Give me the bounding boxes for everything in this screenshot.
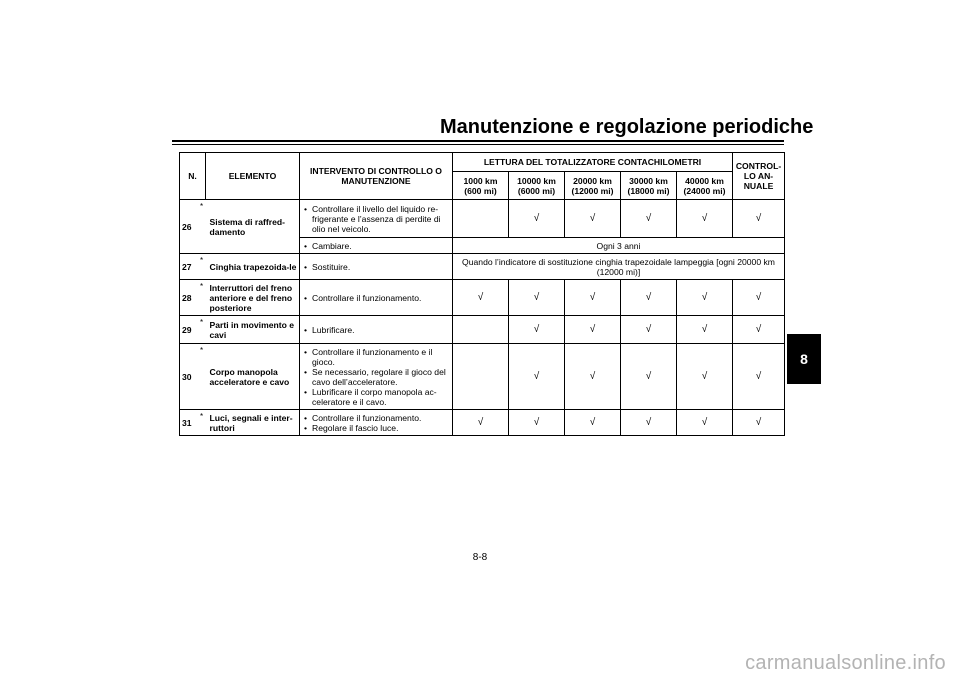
row-actions: • Lubrificare.	[300, 316, 453, 344]
header-intervention: INTERVENTO DI CONTROLLO O MANUTENZIONE	[300, 153, 453, 200]
check-cell: √	[453, 280, 509, 316]
row-element: Corpo manopola acceleratore e cavo	[206, 344, 300, 410]
check-cell: √	[509, 316, 565, 344]
watermark: carmanualsonline.info	[745, 652, 946, 674]
check-cell	[453, 200, 509, 238]
row-element: Sistema di raffred-damento	[206, 200, 300, 254]
row-actions: • Sostituire.	[300, 254, 453, 280]
title-rule	[172, 140, 784, 142]
row-star: *	[198, 316, 206, 344]
page-title: Manutenzione e regolazione periodiche	[440, 116, 814, 138]
row-number: 31	[180, 410, 198, 436]
check-cell: √	[677, 280, 733, 316]
check-cell: √	[509, 410, 565, 436]
check-cell: √	[565, 280, 621, 316]
row-number: 27	[180, 254, 198, 280]
header-interval-3: 20000 km (12000 mi)	[565, 172, 621, 200]
check-cell	[453, 344, 509, 410]
page-number: 8-8	[472, 552, 488, 563]
title-rule-thin	[172, 144, 784, 145]
check-cell: √	[509, 280, 565, 316]
check-cell: √	[733, 316, 785, 344]
row-actions: • Controllare il funzionamento.	[300, 280, 453, 316]
check-cell: √	[509, 344, 565, 410]
row-element: Parti in movimento e cavi	[206, 316, 300, 344]
row-number: 30	[180, 344, 198, 410]
header-element: ELEMENTO	[206, 153, 300, 200]
chapter-tab[interactable]: 8	[787, 334, 821, 384]
header-interval-1: 1000 km (600 mi)	[453, 172, 509, 200]
header-n: N.	[180, 153, 206, 200]
row-actions: • Cambiare.	[300, 238, 453, 254]
check-cell: √	[733, 200, 785, 238]
check-cell: √	[621, 200, 677, 238]
row-star: *	[198, 280, 206, 316]
row-star: *	[198, 254, 206, 280]
table-row-29	[180, 316, 785, 344]
header-odometer: LETTURA DEL TOTALIZZATORE CONTACHILOMETRI	[453, 153, 733, 172]
row-number: 28	[180, 280, 198, 316]
row-actions: • Controllare il funzionamento e il gioco. • Se necessario, regolare il gioco del cavo dell’acceleratore. • Lubrificare il corpo manopola ac-celeratore e il cavo.	[300, 344, 453, 410]
table-row-30	[180, 344, 785, 410]
span-note: Quando l’indicatore di sostituzione cinghia trapezoidale lampeggia [ogni 20000 km (12000 mi)]	[453, 254, 785, 280]
check-cell: √	[733, 410, 785, 436]
check-cell: √	[677, 316, 733, 344]
check-cell: √	[565, 410, 621, 436]
header-annual: CONTROL-LO AN-NUALE	[733, 153, 785, 200]
check-cell: √	[621, 410, 677, 436]
row-number: 29	[180, 316, 198, 344]
row-actions: • Controllare il livello del liquido re-frigerante e l’assenza di perdite di olio nel veicolo.	[300, 200, 453, 238]
table-row-28	[180, 280, 785, 316]
maintenance-table	[179, 152, 785, 436]
check-cell: √	[453, 410, 509, 436]
span-note: Ogni 3 anni	[453, 238, 785, 254]
table-row-27	[180, 254, 785, 280]
check-cell: √	[565, 344, 621, 410]
check-cell: √	[621, 280, 677, 316]
header-interval-4: 30000 km (18000 mi)	[621, 172, 677, 200]
row-actions: • Controllare il funzionamento. • Regolare il fascio luce.	[300, 410, 453, 436]
check-cell	[453, 316, 509, 344]
row-star: *	[198, 410, 206, 436]
table-row-31	[180, 410, 785, 436]
row-star: *	[198, 200, 206, 254]
row-element: Interruttori del freno anteriore e del freno posteriore	[206, 280, 300, 316]
check-cell: √	[509, 200, 565, 238]
table-row-26	[180, 200, 785, 238]
row-number: 26	[180, 200, 198, 254]
row-star: *	[198, 344, 206, 410]
check-cell: √	[621, 344, 677, 410]
check-cell: √	[677, 344, 733, 410]
row-element: Luci, segnali e inter-ruttori	[206, 410, 300, 436]
check-cell: √	[565, 200, 621, 238]
check-cell: √	[621, 316, 677, 344]
check-cell: √	[677, 410, 733, 436]
header-interval-5: 40000 km (24000 mi)	[677, 172, 733, 200]
check-cell: √	[565, 316, 621, 344]
check-cell: √	[677, 200, 733, 238]
header-interval-2: 10000 km (6000 mi)	[509, 172, 565, 200]
row-element: Cinghia trapezoida-le	[206, 254, 300, 280]
check-cell: √	[733, 280, 785, 316]
check-cell: √	[733, 344, 785, 410]
